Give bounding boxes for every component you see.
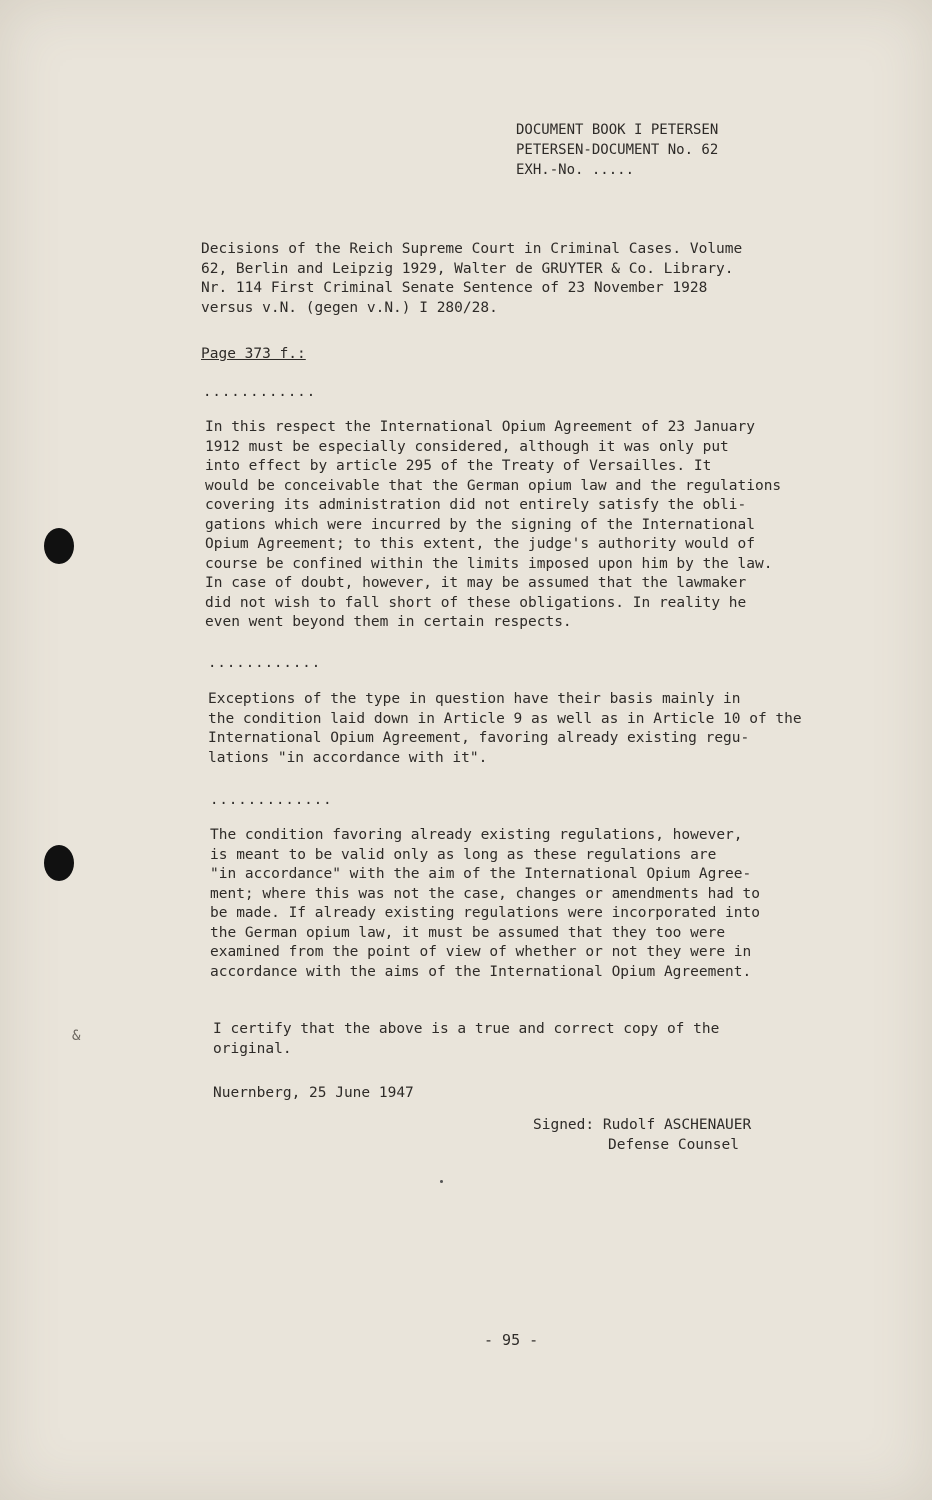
citation-line: versus v.N. (gegen v.N.) I 280/28.	[201, 299, 498, 316]
paragraph-3	[210, 826, 760, 982]
ellipsis-2: ............	[208, 655, 322, 671]
paragraph-line: the German opium law, it must be assumed that they too were	[210, 924, 726, 941]
header-line-1: DOCUMENT BOOK I PETERSEN	[516, 122, 719, 138]
punch-hole-top	[44, 528, 74, 564]
ellipsis-1: ............	[203, 384, 317, 400]
paragraph-line: ment; where this was not the case, changes or amendments had to	[210, 885, 760, 902]
citation-block	[201, 240, 742, 318]
paragraph-line: into effect by article 295 of the Treaty of Versailles. It	[205, 458, 712, 474]
paragraph-line: The condition favoring already existing regulations, however,	[210, 827, 743, 843]
paragraph-1	[205, 418, 781, 633]
document-header	[516, 120, 718, 180]
place-date: Nuernberg, 25 June 1947	[213, 1085, 414, 1101]
certification	[213, 1020, 719, 1059]
paragraph-line: In this respect the International Opium Agreement of 23 January	[205, 419, 755, 435]
header-line-2: PETERSEN-DOCUMENT No. 62	[516, 142, 719, 158]
header-line-3: EXH.-No. .....	[516, 162, 635, 178]
paragraph-line: is meant to be valid only as long as these regulations are	[210, 846, 717, 863]
paragraph-line: In case of doubt, however, it may be assumed that the lawmaker	[205, 575, 747, 591]
citation-line: 62, Berlin and Leipzig 1929, Walter de GRUYTER & Co. Library.	[201, 260, 734, 277]
signature-block	[533, 1116, 751, 1155]
citation-line: Nr. 114 First Criminal Senate Sentence of 23 November 1928	[201, 280, 708, 296]
paragraph-line: "in accordance" with the aim of the International Opium Agree-	[210, 866, 752, 882]
paragraph-line: gations which were incurred by the signing of the International	[205, 516, 755, 533]
paragraph-line: be made. If already existing regulations were incorporated into	[210, 905, 760, 921]
paragraph-2	[208, 690, 802, 768]
citation-line: Decisions of the Reich Supreme Court in Criminal Cases. Volume	[201, 241, 743, 257]
paragraph-line: examined from the point of view of whether or not they were in	[210, 944, 752, 960]
margin-mark: &	[72, 1028, 81, 1044]
paragraph-line: accordance with the aims of the International Opium Agreement.	[210, 963, 752, 980]
signature-title: Defense Counsel	[608, 1136, 739, 1153]
certification-line: original.	[213, 1040, 292, 1057]
paragraph-line: International Opium Agreement, favoring already existing regu-	[208, 730, 750, 746]
page-reference: Page 373 f.:	[201, 346, 306, 362]
paper-speck	[440, 1180, 443, 1183]
punch-hole-bottom	[44, 845, 74, 881]
paragraph-line: even went beyond them in certain respects.	[205, 614, 572, 630]
paragraph-line: Opium Agreement; to this extent, the judge's authority would of	[205, 536, 755, 552]
paragraph-line: did not wish to fall short of these obligations. In reality he	[205, 594, 747, 611]
paragraph-line: Exceptions of the type in question have their basis mainly in	[208, 691, 741, 707]
page-number: - 95 -	[484, 1331, 539, 1349]
paragraph-line: lations "in accordance with it".	[208, 749, 488, 766]
paragraph-line: 1912 must be especially considered, although it was only put	[205, 438, 729, 455]
paragraph-line: covering its administration did not entirely satisfy the obli-	[205, 497, 747, 513]
ellipsis-3: .............	[210, 792, 333, 808]
paragraph-line: course be confined within the limits imposed upon him by the law.	[205, 555, 773, 572]
signature-line: Signed: Rudolf ASCHENAUER	[533, 1117, 752, 1133]
paragraph-line: would be conceivable that the German opium law and the regulations	[205, 477, 782, 494]
paragraph-line: the condition laid down in Article 9 as well as in Article 10 of the	[208, 710, 802, 727]
certification-line: I certify that the above is a true and correct copy of the	[213, 1021, 720, 1037]
